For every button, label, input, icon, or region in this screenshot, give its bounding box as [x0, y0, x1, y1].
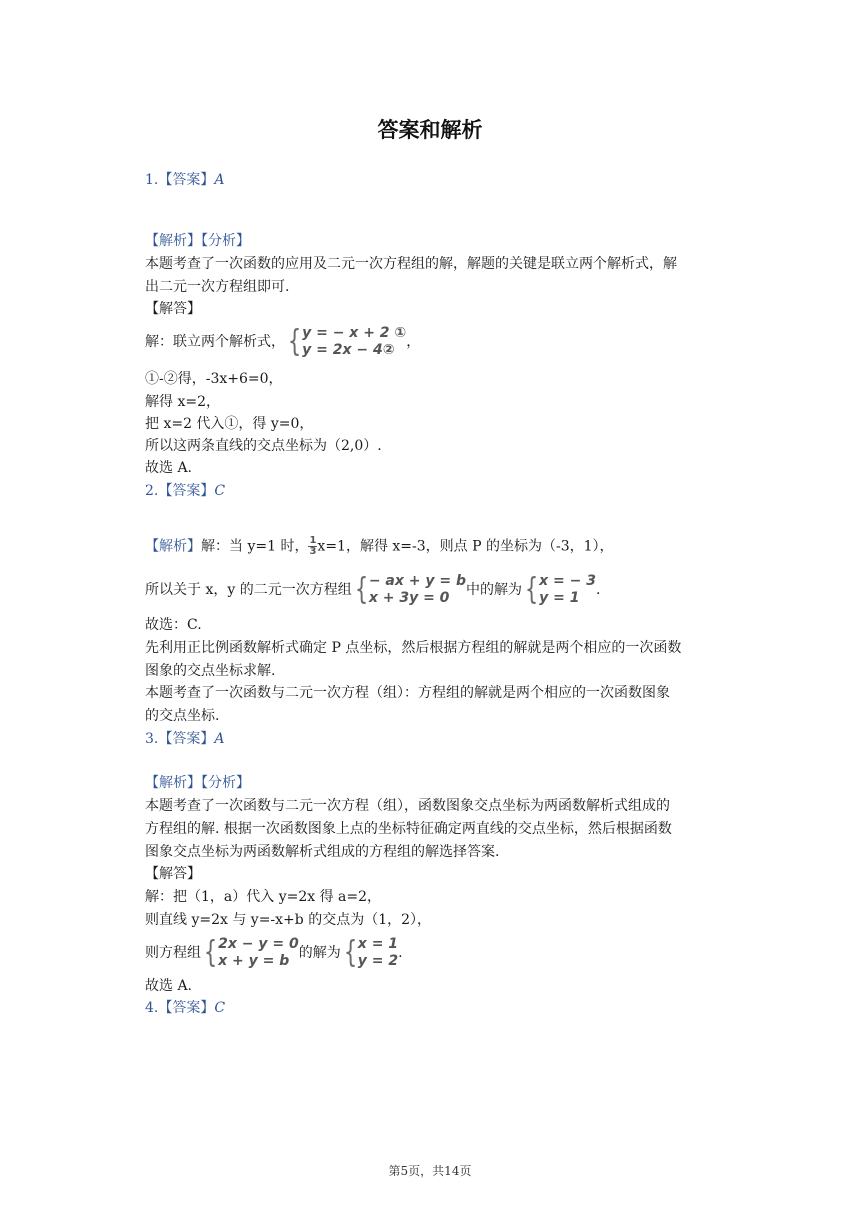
q2-l2-a: 所以关于 x，y 的二元一次方程组 — [145, 582, 352, 598]
q1-answer: A — [214, 172, 225, 188]
q2-paragraph-1: 先利用正比例函数解析式确定 P 点坐标，然后根据方程组的解就是两个相应的一次函数 — [145, 640, 682, 656]
q1-eq-2: y = 2x − 4② — [302, 342, 395, 358]
q2-analysis-line-2 — [145, 573, 600, 607]
q4-answer-label: 4.【答案】 — [145, 1000, 215, 1016]
q3-solution-system — [358, 936, 398, 970]
q1-answer-line — [145, 170, 224, 190]
q3-sol-eq-1: x = 1 — [357, 936, 399, 952]
q1-analysis-line-2: 出二元一次方程组即可. — [145, 279, 290, 295]
q3-step-2: 则直线 y=2x 与 y=-x+b 的交点为（1，2）， — [145, 912, 432, 928]
page-footer: 第5页，共14页 — [388, 1164, 472, 1178]
q1-eq-1: y = − x + 2 ① — [302, 325, 407, 341]
q3-s3-end: . — [398, 945, 403, 961]
q3-answer: A — [214, 731, 225, 747]
q2-l2-b: 中的解为 — [466, 582, 522, 598]
q2-equation-system — [369, 573, 466, 607]
brace-icon: { — [287, 324, 302, 359]
q2-paragraph-3: 本题考查了一次函数与二元一次方程（组）：方程组的解就是两个相应的一次函数图象 — [145, 685, 670, 701]
q1-solution-tag: 【解答】 — [145, 301, 201, 317]
q3-equation-system — [218, 936, 299, 970]
q3-s3-b: 的解为 — [298, 945, 341, 961]
q3-sol-eq-2: y = 2 — [357, 953, 399, 969]
q3-analysis-line-1: 本题考查了一次函数与二元一次方程（组），函数图象交点坐标为两函数解析式组成的 — [145, 798, 670, 814]
q2-sys-eq-1: − ax + y = b — [368, 573, 466, 589]
q2-l1-b: x=1，解得 x=-3，则点 P 的坐标为（-3，1）， — [317, 538, 614, 555]
q2-frac-den: 3 — [309, 546, 317, 557]
q3-s3-a: 则方程组 — [145, 945, 201, 961]
q3-step-1: 解：把（1，a）代入 y=2x 得 a=2， — [145, 889, 382, 905]
q4-answer-line — [145, 998, 225, 1018]
q2-analysis-line-1 — [145, 536, 614, 557]
q2-l2-end: . — [595, 582, 601, 598]
q1-step-3: 解得 x=2， — [145, 394, 220, 410]
q2-frac-num: 1 — [309, 535, 317, 546]
q3-solution-tag: 【解答】 — [145, 866, 201, 882]
q1-step-4: 把 x=2 代入①，得 y=0， — [145, 416, 314, 432]
q1-step-1-text: 解：联立两个解析式， — [145, 334, 285, 350]
q1-analysis-line-1: 本题考查了一次函数的应用及二元一次方程组的解，解题的关键是联立两个解析式，解 — [145, 256, 677, 272]
q3-analysis-line-2: 方程组的解. 根据一次函数图象上点的坐标特征确定两直线的交点坐标，然后根据函数 — [145, 821, 672, 837]
q3-sys-eq-2: x + y = b — [218, 953, 290, 969]
q1-conclusion: 故选 A. — [145, 460, 193, 476]
q2-answer-label: 2.【答案】 — [145, 483, 215, 499]
q2-sol-eq-1: x = − 3 — [539, 573, 596, 589]
brace-icon: { — [203, 935, 218, 970]
q2-l1-a: 解：当 y=1 时， — [201, 538, 309, 555]
brace-icon: { — [524, 572, 539, 607]
q4-answer: C — [214, 1000, 226, 1016]
q1-answer-label: 1.【答案】 — [145, 172, 215, 188]
q2-sol-eq-2: y = 1 — [539, 590, 580, 606]
q2-answer-line — [145, 481, 225, 501]
q3-conclusion: 故选 A. — [145, 978, 193, 994]
q1-equation-system — [302, 325, 406, 359]
brace-icon: { — [354, 572, 368, 607]
q1-analysis-tag: 【解析】【分析】 — [145, 233, 250, 249]
q3-answer-label: 3.【答案】 — [145, 731, 215, 747]
q2-paragraph-2: 图象的交点坐标求解. — [145, 663, 276, 679]
q1-step-5: 所以这两条直线的交点坐标为（2,0）. — [145, 438, 382, 454]
q3-analysis-line-3: 图象交点坐标为两函数解析式组成的方程组的解选择答案. — [145, 844, 500, 860]
q3-step-3 — [145, 936, 403, 970]
q3-answer-line — [145, 729, 224, 749]
q2-conclusion: 故选：C. — [145, 617, 202, 633]
q1-step-1 — [145, 325, 420, 359]
q3-analysis-tag: 【解析】【分析】 — [145, 775, 250, 791]
q2-analysis-tag: 【解析】 — [145, 538, 201, 555]
q2-paragraph-4: 的交点坐标. — [145, 708, 220, 724]
q1-step-2: ①-②得，-3x+6=0， — [145, 371, 283, 387]
q3-sys-eq-1: 2x − y = 0 — [218, 936, 299, 952]
page-title: 答案和解析 — [377, 118, 483, 142]
q1-step-1-end: ， — [406, 334, 421, 350]
q2-sys-eq-2: x + 3y = 0 — [368, 590, 450, 606]
q2-solution-system — [539, 573, 596, 607]
q2-answer: C — [214, 483, 226, 499]
brace-icon: { — [343, 935, 357, 970]
